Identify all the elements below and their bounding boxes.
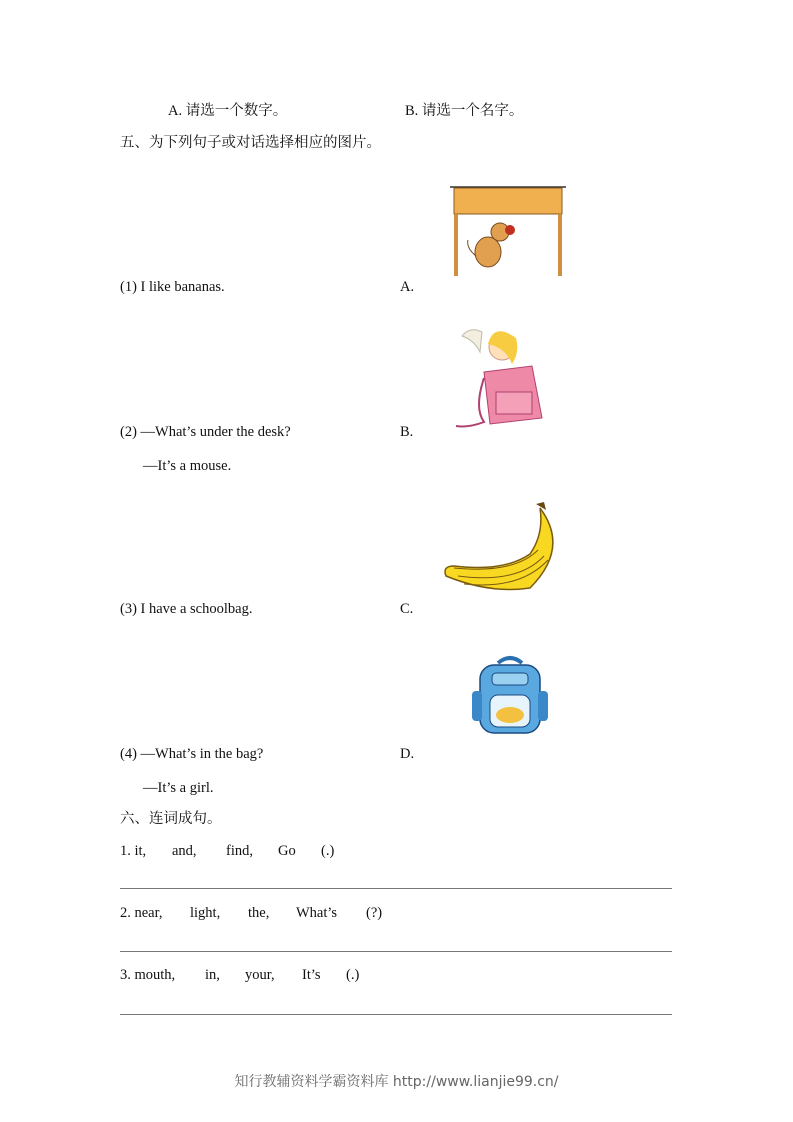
item-4-reply: —It’s a girl.: [143, 780, 214, 796]
word: (.): [321, 843, 335, 859]
item-1: (1) I like bananas.: [120, 279, 225, 295]
word: find,: [226, 843, 253, 859]
item-2: (2) —What’s under the desk?: [120, 424, 291, 440]
item-4: (4) —What’s in the bag?: [120, 746, 264, 762]
word: (?): [366, 905, 383, 921]
choice-d-label: D.: [400, 746, 415, 762]
bananas-picture: [444, 500, 564, 594]
answer-line-1[interactable]: [120, 888, 672, 889]
word: 2. near,: [120, 905, 163, 921]
item-3: (3) I have a schoolbag.: [120, 601, 253, 617]
word: Go: [278, 843, 296, 859]
word: 3. mouth,: [120, 967, 176, 983]
mouse-under-desk-picture: [448, 184, 568, 278]
word: the,: [248, 905, 270, 921]
choice-a-label: A.: [400, 279, 415, 295]
answer-line-3[interactable]: [120, 1014, 672, 1015]
choice-b-label: B.: [400, 424, 414, 440]
word: in,: [205, 967, 220, 983]
word: your,: [245, 967, 275, 983]
choice-c-label: C.: [400, 601, 414, 617]
word: light,: [190, 905, 221, 921]
item-2-reply: —It’s a mouse.: [143, 458, 232, 474]
answer-line-2[interactable]: [120, 951, 672, 952]
section5-heading: 五、为下列句子或对话选择相应的图片。: [120, 135, 381, 151]
word: 1. it,: [120, 843, 147, 859]
word: (.): [346, 967, 360, 983]
word: What’s: [296, 905, 338, 921]
option-b: B. 请选一个名字。: [405, 103, 524, 119]
section6-heading: 六、连词成句。: [120, 811, 222, 827]
schoolbag-picture: [470, 655, 550, 737]
option-a: A. 请选一个数字。: [168, 103, 288, 119]
girl-in-bag-picture: [452, 322, 548, 434]
footer-watermark: 知行教辅资料学霸资料库 http://www.lianjie99.cn/: [234, 1074, 559, 1090]
word: and,: [172, 843, 197, 859]
word: It’s: [302, 967, 321, 983]
